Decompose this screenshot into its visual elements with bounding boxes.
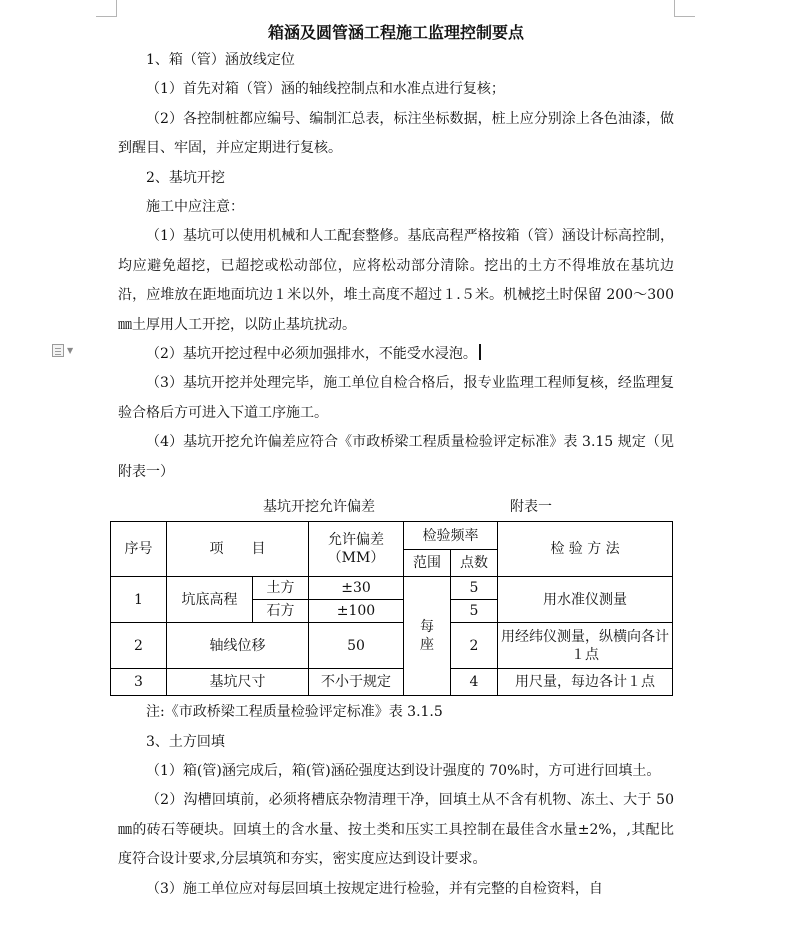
table-caption xyxy=(118,493,674,521)
header-points: 点数 xyxy=(451,550,498,577)
row-3-item: 基坑尺寸 xyxy=(167,669,309,696)
row-1-sub-2-tolerance: ±100 xyxy=(309,600,404,623)
section-1-paragraph-1: （1）首先对箱（管）涵的轴线控制点和水准点进行复核； xyxy=(146,81,505,98)
header-tolerance xyxy=(309,522,404,577)
row-3-points: 4 xyxy=(451,669,498,696)
range-value xyxy=(404,577,451,696)
range-value-line1: 每 xyxy=(420,619,434,636)
page-corner-mark-right xyxy=(674,0,695,17)
row-1-method: 用水准仪测量 xyxy=(498,577,673,623)
section-2-paragraph-2[interactable] xyxy=(118,340,674,369)
section-1-heading: 1、箱（管）涵放线定位 xyxy=(146,52,295,68)
page-corner-mark-left xyxy=(96,0,117,17)
row-1-sub-2-points: 5 xyxy=(451,600,498,623)
header-seq: 序号 xyxy=(111,522,167,577)
header-frequency: 检验频率 xyxy=(404,522,498,550)
document-page xyxy=(118,20,674,904)
section-2-paragraph-3: （3）基坑开挖并处理完毕，施工单位自检合格后，报专业监理工程师复核，经监理复验合格后方可进入下道工序施工。 xyxy=(118,375,674,421)
section-2-intro: 施工中应注意： xyxy=(146,199,244,216)
row-1-sub-1-name: 土方 xyxy=(253,577,309,600)
section-2-paragraph-4: （4）基坑开挖允许偏差应符合《市政桥梁工程质量检验评定标准》表 3.15 规定（见附表一） xyxy=(118,434,674,480)
row-1-sub-1-points: 5 xyxy=(451,577,498,600)
document-title: 箱涵及圆管涵工程施工监理控制要点 xyxy=(267,23,524,42)
row-3-method: 用尺量，每边各计１点 xyxy=(498,669,673,696)
section-1-paragraph-2: （2）各控制桩都应编号、编制汇总表，标注坐标数据，桩上应分别涂上各色油漆，做到醒目、牢固，并应定期进行复核。 xyxy=(118,110,674,157)
header-tolerance-line1: 允许偏差 xyxy=(328,532,384,549)
row-3-seq: 3 xyxy=(111,669,167,696)
section-2-heading: 2、基坑开挖 xyxy=(146,169,225,186)
tolerance-table xyxy=(110,521,673,696)
row-2-points: 2 xyxy=(451,623,498,669)
header-item: 项 目 xyxy=(167,522,309,577)
row-3-tolerance: 不小于规定 xyxy=(309,669,404,696)
text-cursor xyxy=(479,344,481,360)
chevron-down-icon[interactable]: ▼ xyxy=(67,346,74,355)
row-2-method: 用经纬仪测量，纵横向各计１点 xyxy=(498,623,673,669)
range-value-line2: 座 xyxy=(420,637,434,654)
section-3-paragraph-1: （1）箱(管)涵完成后，箱(管)涵砼强度达到设计强度的 70%时，方可进行回填土。 xyxy=(146,762,661,779)
header-tolerance-line2: （MM） xyxy=(327,550,385,567)
row-2-seq: 2 xyxy=(111,623,167,669)
table-caption-appendix: 附表一 xyxy=(510,499,552,516)
table-note: 注:《市政桥梁工程质量检验评定标准》表 3.1.5 xyxy=(146,704,443,721)
section-3-heading: 3、土方回填 xyxy=(146,733,225,750)
section-3-paragraph-2: （2）沟槽回填前，必须将槽底杂物清理干净，回填土从不含有机物、冻土、大于 50㎜的砖石等硬块。回填土的含水量、按土类和压实工具控制在最佳含水量±2%，,其配比度符合设计要求,分层填筑和夯实，密实度应达到设计要求。 xyxy=(118,792,674,868)
section-2-paragraph-1: （1）基坑可以使用机械和人工配套整修。基底高程严格按箱（管）涵设计标高控制，均应避免超挖，已超挖或松动部位，应将松动部分清除。挖出的土方不得堆放在基坑边沿，应堆放在距地面坑边１米以外，堆土高度不超过１.５米。机械挖土时保留 200～300㎜土厚用人工开挖，以防止基坑扰动。 xyxy=(118,228,674,333)
section-3-paragraph-3: （3）施工单位应对每层回填土按规定进行检验，并有完整的自检资料，自 xyxy=(146,880,603,897)
row-1-item: 坑底高程 xyxy=(167,577,253,623)
section-2-paragraph-2-text: （2）基坑开挖过程中必须加强排水，不能受水浸泡。 xyxy=(146,346,477,363)
row-1-sub-2-name: 石方 xyxy=(253,600,309,623)
paragraph-layout-icon[interactable] xyxy=(52,344,64,357)
row-1-seq: 1 xyxy=(111,577,167,623)
header-range: 范围 xyxy=(404,550,451,577)
row-2-item: 轴线位移 xyxy=(167,623,309,669)
header-method: 检 验 方 法 xyxy=(498,522,673,577)
row-1-sub-1-tolerance: ±30 xyxy=(309,577,404,600)
table-caption-title: 基坑开挖允许偏差 xyxy=(263,499,375,516)
row-2-tolerance: 50 xyxy=(309,623,404,669)
